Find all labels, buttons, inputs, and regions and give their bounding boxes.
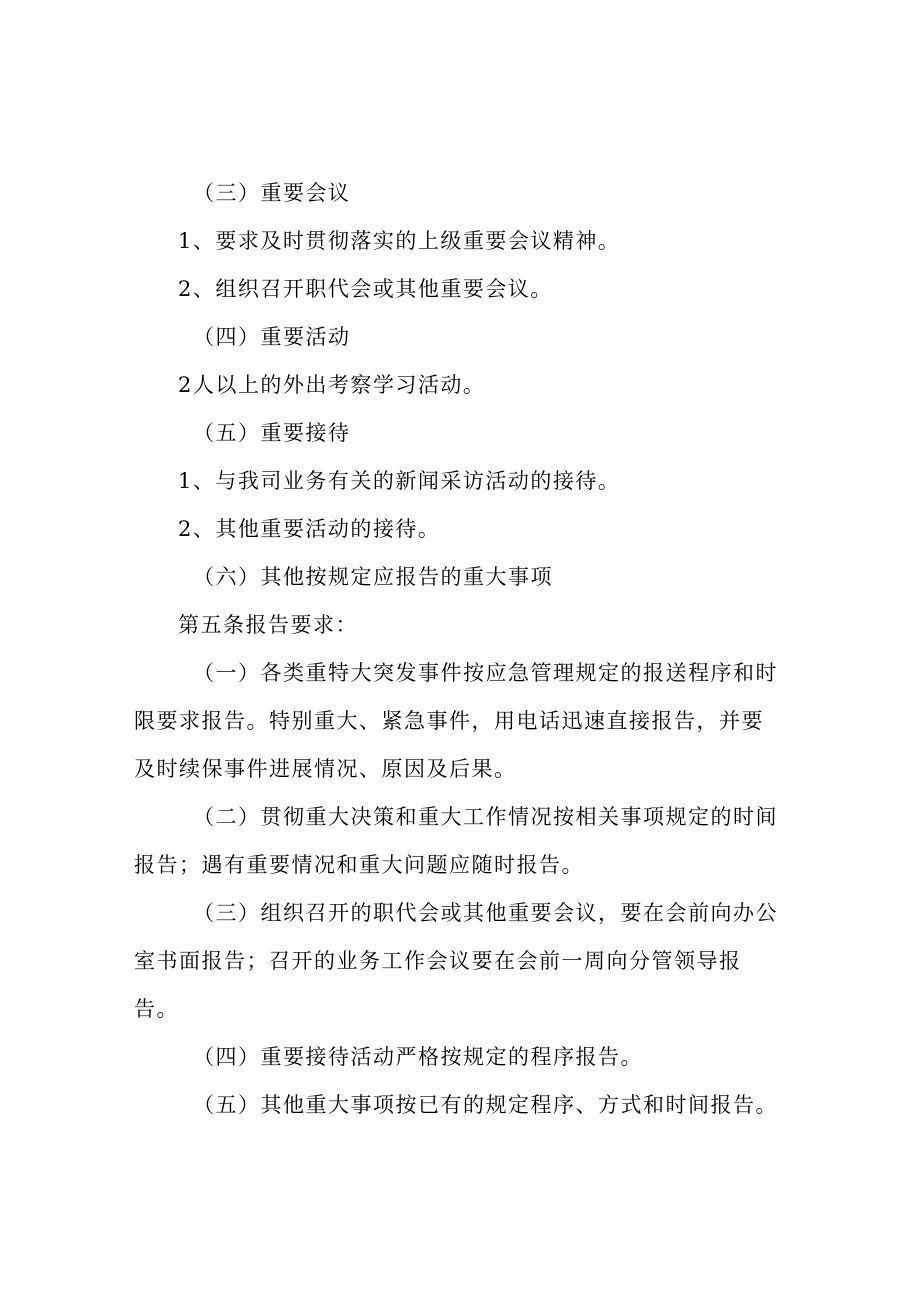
paragraph-line: （五）其他重大事项按已有的规定程序、方式和时间报告。 [193,1093,778,1117]
paragraph-line: 限要求报告。特别重大、紧急事件，用电话迅速直接报告，并要 [134,709,764,733]
paragraph-line: （三）组织召开的职代会或其他重要会议，要在会前向办公 [193,901,778,925]
paragraph-line: （四）重要接待活动严格按规定的程序报告。 [193,1045,643,1069]
list-item: 1、与我司业务有关的新闻采访活动的接待。 [178,469,621,493]
section-heading-other-matters: （六）其他按规定应报告的重大事项 [193,565,553,589]
section-heading-important-activities: （四）重要活动 [193,325,351,349]
article-heading: 第五条报告要求： [178,613,358,637]
section-heading-important-meetings: （三）重要会议 [193,181,351,205]
list-item: 2、其他重要活动的接待。 [178,517,441,541]
paragraph: 2人以上的外出考察学习活动。 [178,373,486,397]
section-heading-important-receptions: （五）重要接待 [193,421,351,445]
paragraph-line: （二）贯彻重大决策和重大工作情况按相关事项规定的时间 [193,805,778,829]
list-item: 2、组织召开职代会或其他重要会议。 [178,277,553,301]
paragraph-line: 及时续保事件进展情况、原因及后果。 [134,757,517,781]
list-item: 1、要求及时贯彻落实的上级重要会议精神。 [178,229,621,253]
paragraph-line: （一）各类重特大突发事件按应急管理规定的报送程序和时 [193,661,778,685]
paragraph-line: 告。 [134,997,179,1021]
paragraph-line: 室书面报告；召开的业务工作会议要在会前一周向分管领导报 [134,949,742,973]
paragraph-line: 报告；遇有重要情况和重大问题应随时报告。 [134,853,584,877]
